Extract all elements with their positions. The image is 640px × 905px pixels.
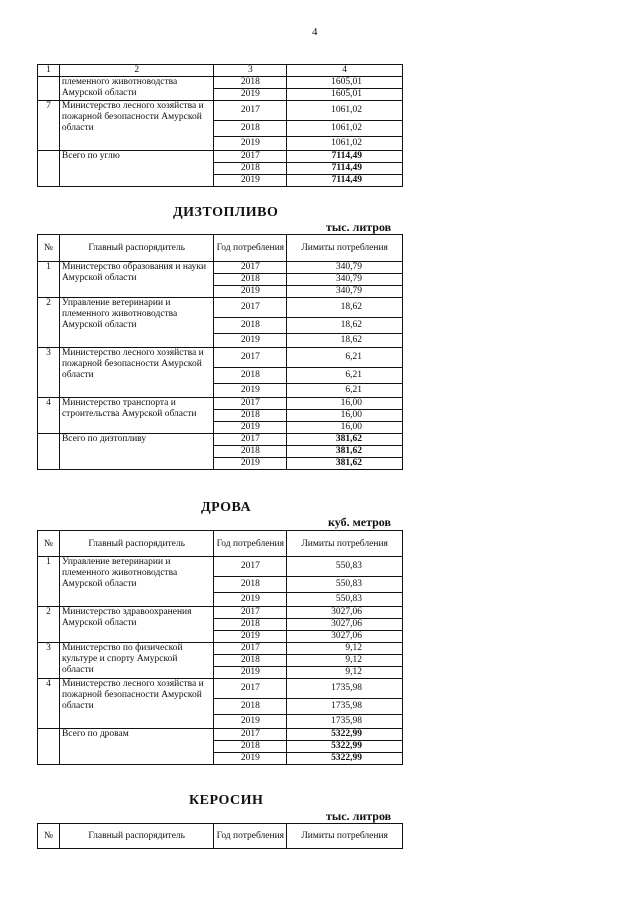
distributor-name: Министерство лесного хозяйства и пожарной безопасности Амурской области: [59, 679, 213, 729]
col-header-2: 2: [59, 65, 214, 77]
unit-firewood: куб. метров: [328, 515, 391, 529]
year-cell: 2017: [214, 729, 287, 741]
header-year: Год потребления: [214, 235, 287, 262]
distributor-name: Управление ветеринарии и племенного животноводства Амурской области: [59, 298, 213, 348]
limit-value-cell: 550,83: [287, 577, 403, 593]
table-row: [38, 298, 403, 318]
limit-value-cell: 381,62: [287, 446, 403, 458]
distributor-name: Всего по дизтопливу: [59, 434, 213, 470]
row-number: 1: [38, 557, 60, 607]
year-cell: 2018: [214, 699, 287, 715]
limit-value-cell: 5322,99: [287, 741, 403, 753]
row-number: [38, 151, 60, 187]
distributor-name: Всего по углю: [59, 151, 214, 187]
year-cell: 2018: [214, 77, 287, 89]
unit-kerosene: тыс. литров: [326, 809, 392, 823]
firewood-table: [37, 530, 403, 765]
year-cell: 2017: [214, 262, 287, 274]
limit-value-cell: 7114,49: [287, 163, 403, 175]
limit-value-cell: 3027,06: [287, 607, 403, 619]
year-cell: 2018: [214, 121, 287, 137]
header-limits: Лимиты потребления: [287, 531, 403, 557]
header-distributor: Главный распорядитель: [59, 824, 213, 849]
year-cell: 2018: [214, 619, 287, 631]
year-cell: 2019: [214, 334, 287, 348]
year-cell: 2018: [214, 655, 287, 667]
limit-value-cell: 9,12: [287, 655, 403, 667]
row-number: 4: [38, 679, 60, 729]
diesel-table: [37, 234, 403, 470]
year-cell: 2017: [214, 101, 287, 121]
distributor-name: Всего по дровам: [59, 729, 213, 765]
limit-value-cell: 381,62: [287, 434, 403, 446]
limit-value-cell: 6,21: [287, 384, 403, 398]
year-cell: 2017: [214, 398, 287, 410]
header-limits: Лимиты потребления: [287, 824, 403, 849]
table-row: [38, 643, 403, 655]
row-number: [38, 77, 60, 101]
year-cell: 2019: [214, 137, 287, 151]
limit-value-cell: 1735,98: [287, 715, 403, 729]
limit-value-cell: 9,12: [287, 643, 403, 655]
limit-value-cell: 6,21: [287, 368, 403, 384]
table-row: [38, 348, 403, 368]
table-row: [38, 729, 403, 741]
col-header-4: 4: [287, 65, 403, 77]
table-row: [38, 77, 403, 89]
limit-value-cell: 340,79: [287, 262, 403, 274]
limit-value-cell: 3027,06: [287, 631, 403, 643]
table-row: [38, 262, 403, 274]
table-row: [38, 434, 403, 446]
header-num: №: [38, 824, 60, 849]
limit-value-cell: 550,83: [287, 557, 403, 577]
row-number: [38, 434, 60, 470]
distributor-name: Министерство образования и науки Амурской области: [59, 262, 213, 298]
header-distributor: Главный распорядитель: [59, 235, 213, 262]
year-cell: 2017: [214, 434, 287, 446]
row-number: 7: [38, 101, 60, 151]
row-number: 1: [38, 262, 60, 298]
year-cell: 2019: [214, 593, 287, 607]
section-title-diesel: ДИЗТОПЛИВО: [173, 205, 279, 220]
year-cell: 2018: [214, 741, 287, 753]
table-row: [38, 607, 403, 619]
limit-value-cell: 16,00: [287, 422, 403, 434]
distributor-name: Министерство транспорта и строительства Амурской области: [59, 398, 213, 434]
limit-value-cell: 1061,02: [287, 137, 403, 151]
year-cell: 2018: [214, 274, 287, 286]
year-cell: 2018: [214, 318, 287, 334]
limit-value-cell: 1061,02: [287, 101, 403, 121]
limit-value-cell: 550,83: [287, 593, 403, 607]
year-cell: 2019: [214, 667, 287, 679]
table-row: [38, 151, 403, 163]
row-number: [38, 729, 60, 765]
distributor-name: Министерство по физической культуре и спорту Амурской области: [59, 643, 213, 679]
limit-value-cell: 1605,01: [287, 77, 403, 89]
distributor-name: племенного животноводства Амурской области: [59, 77, 214, 101]
limit-value-cell: 16,00: [287, 410, 403, 422]
row-number: 3: [38, 643, 60, 679]
row-number: 2: [38, 298, 60, 348]
distributor-name: Управление ветеринарии и племенного животноводства Амурской области: [59, 557, 213, 607]
limit-value-cell: 381,62: [287, 458, 403, 470]
year-cell: 2018: [214, 163, 287, 175]
table-row: [38, 557, 403, 577]
coal-table-continuation: [37, 64, 403, 187]
header-limits: Лимиты потребления: [287, 235, 403, 262]
limit-value-cell: 6,21: [287, 348, 403, 368]
year-cell: 2018: [214, 410, 287, 422]
limit-value-cell: 340,79: [287, 286, 403, 298]
year-cell: 2019: [214, 631, 287, 643]
year-cell: 2017: [214, 607, 287, 619]
distributor-name: Министерство лесного хозяйства и пожарной безопасности Амурской области: [59, 101, 214, 151]
limit-value-cell: 5322,99: [287, 753, 403, 765]
year-cell: 2017: [214, 348, 287, 368]
row-number: 3: [38, 348, 60, 398]
year-cell: 2019: [214, 175, 287, 187]
year-cell: 2019: [214, 286, 287, 298]
unit-diesel: тыс. литров: [326, 220, 392, 234]
year-cell: 2019: [214, 422, 287, 434]
page-number: 4: [312, 26, 318, 38]
year-cell: 2019: [214, 89, 287, 101]
year-cell: 2017: [214, 151, 287, 163]
header-year: Год потребления: [214, 824, 287, 849]
header-num: №: [38, 531, 60, 557]
limit-value-cell: 9,12: [287, 667, 403, 679]
year-cell: 2017: [214, 298, 287, 318]
table-row: [38, 101, 403, 121]
limit-value-cell: 1735,98: [287, 679, 403, 699]
year-cell: 2018: [214, 368, 287, 384]
year-cell: 2019: [214, 715, 287, 729]
year-cell: 2018: [214, 446, 287, 458]
limit-value-cell: 340,79: [287, 274, 403, 286]
header-distributor: Главный распорядитель: [59, 531, 213, 557]
section-title-firewood: ДРОВА: [201, 500, 252, 515]
limit-value-cell: 18,62: [287, 334, 403, 348]
limit-value-cell: 5322,99: [287, 729, 403, 741]
header-year: Год потребления: [214, 531, 287, 557]
limit-value-cell: 16,00: [287, 398, 403, 410]
year-cell: 2017: [214, 557, 287, 577]
col-header-3: 3: [214, 65, 287, 77]
limit-value-cell: 1061,02: [287, 121, 403, 137]
distributor-name: Министерство лесного хозяйства и пожарной безопасности Амурской области: [59, 348, 213, 398]
year-cell: 2017: [214, 679, 287, 699]
year-cell: 2019: [214, 384, 287, 398]
header-num: №: [38, 235, 60, 262]
year-cell: 2019: [214, 458, 287, 470]
limit-value-cell: 1605,01: [287, 89, 403, 101]
year-cell: 2018: [214, 577, 287, 593]
table-row: [38, 398, 403, 410]
row-number: 2: [38, 607, 60, 643]
limit-value-cell: 18,62: [287, 298, 403, 318]
row-number: 4: [38, 398, 60, 434]
limit-value-cell: 18,62: [287, 318, 403, 334]
distributor-name: Министерство здравоохранения Амурской области: [59, 607, 213, 643]
limit-value-cell: 7114,49: [287, 175, 403, 187]
year-cell: 2019: [214, 753, 287, 765]
limit-value-cell: 3027,06: [287, 619, 403, 631]
col-header-1: 1: [38, 65, 60, 77]
limit-value-cell: 1735,98: [287, 699, 403, 715]
kerosene-table: [37, 823, 403, 849]
year-cell: 2017: [214, 643, 287, 655]
limit-value-cell: 7114,49: [287, 151, 403, 163]
table-row: [38, 679, 403, 699]
section-title-kerosene: КЕРОСИН: [189, 793, 264, 808]
